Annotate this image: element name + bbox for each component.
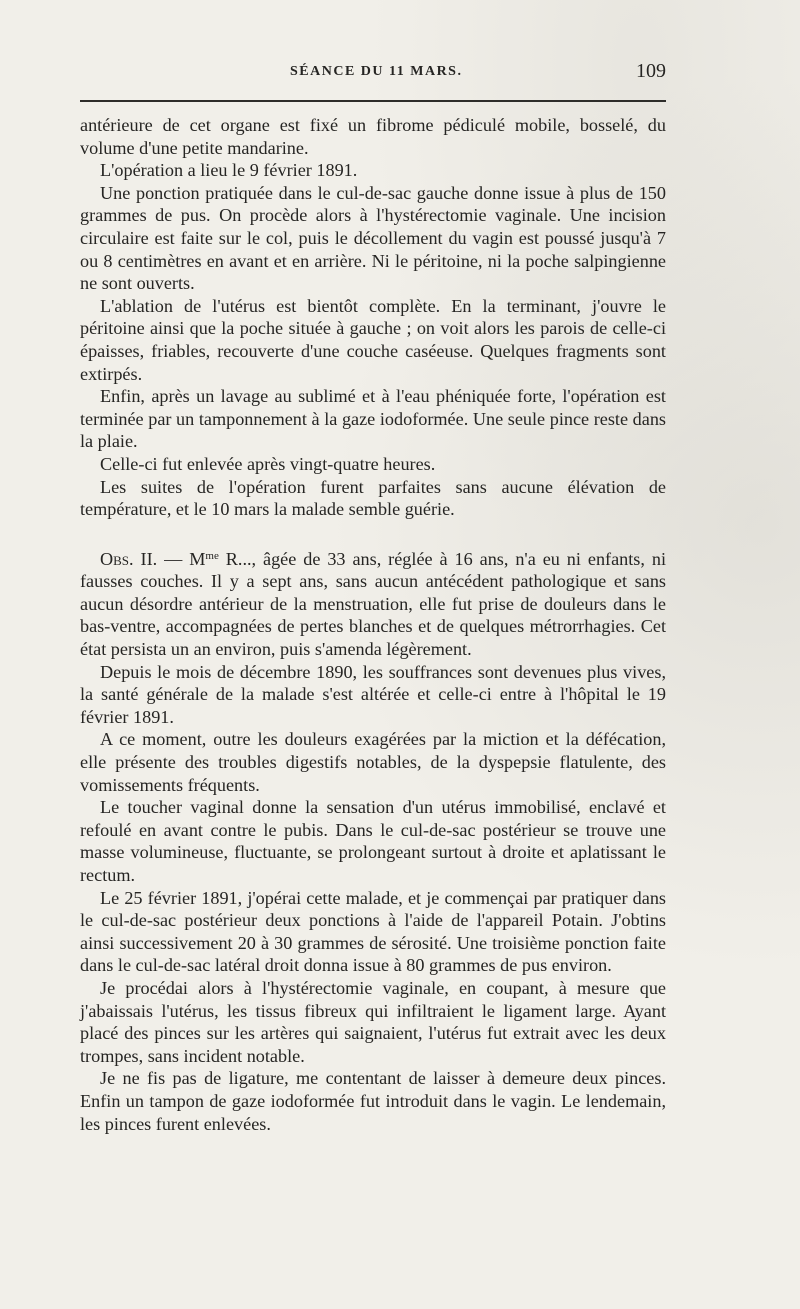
paragraph: Une ponction pratiquée dans le cul-de-sac gauche donne issue à plus de 150 grammes de pus. On procède alors à l'hystérectomie vaginale. Une incision circulaire est faite sur le col, puis le décollement du vagin est poussé jusqu'à 7 ou 8 centimètres en avant et en arrière. Ni le péritoine, ni la poche salpingienne ne sont ouverts. <box>80 182 666 294</box>
page-header <box>80 60 666 90</box>
paragraph: Depuis le mois de décembre 1890, les souffrances sont devenues plus vives, la santé générale de la malade s'est altérée et celle-ci entre à l'hôpital le 19 février 1891. <box>80 661 666 727</box>
observation-paragraph <box>80 545 666 661</box>
paragraph: Je procédai alors à l'hystérectomie vaginale, en coupant, à mesure que j'abaissais l'utérus, les tissus fibreux qui infiltraient le ligament large. Ayant placé des pinces sur les artères qui saignaient, l'utérus fut extrait avec les deux trompes, sans incident notable. <box>80 977 666 1066</box>
observation-dash: — <box>157 548 190 569</box>
paragraph: Enfin, après un lavage au sublimé et à l'eau phéniquée forte, l'opération est terminée par un tamponnement à la gaze iodoformée. Une seule pince reste dans la plaie. <box>80 386 666 452</box>
observation-label: Obs. II. <box>100 548 158 569</box>
paragraph: Le toucher vaginal donne la sensation d'un utérus immobilisé, enclavé et refoulé en avant contre le pubis. Dans le cul-de-sac postérieur se trouve une masse volumineuse, fluctuante, se prolongeant surtout à droite et aplatissant le rectum. <box>80 797 666 885</box>
observation-text: R..., âgée de 33 ans, réglée à 16 ans, n'a eu ni enfants, ni fausses couches. Il y a sept ans, sans aucun antécédent pathologique et sans aucun désordre antérieur de la menstruation, elle fut prise de douleurs dans le bas-ventre, accompagnées de pertes blanches et de quelques métrorrhagies. Cet état persista un an environ, puis s'amenda légèrement. <box>80 548 667 660</box>
paragraph: Les suites de l'opération furent parfaites sans aucune élévation de température, et le 10 mars la malade semble guérie. <box>80 476 666 520</box>
paragraph: L'ablation de l'utérus est bientôt complète. En la terminant, j'ouvre le péritoine ainsi que la poche située à gauche ; on voit alors les parois de celle-ci épaisses, friables, recouverte d'une couche caséeuse. Quelques fragments sont extirpés. <box>80 295 666 384</box>
paragraph: antérieure de cet organe est fixé un fibrome pédiculé mobile, bosselé, du volume d'une petite mandarine. <box>80 115 666 158</box>
paragraph: Le 25 février 1891, j'opérai cette malade, et je commençai par pratiquer dans le cul-de-sac postérieur deux ponctions à l'aide de l'appareil Potain. J'obtins ainsi successivement 20 à 30 grammes de sérosité. Une troisième ponction faite dans le cul-de-sac latéral droit donna issue à 80 grammes de pus environ. <box>80 887 666 976</box>
title-abbr: M <box>189 548 206 569</box>
body-text <box>80 114 666 1135</box>
paragraph: L'opération a lieu le 9 février 1891. <box>100 160 358 181</box>
section-gap <box>80 521 666 545</box>
paragraph: Celle-ci fut enlevée après vingt-quatre heures. <box>100 453 436 474</box>
title-superscript: me <box>205 549 219 562</box>
running-head: SÉANCE DU 11 MARS. <box>290 64 463 79</box>
paragraph: A ce moment, outre les douleurs exagérées par la miction et la défécation, elle présente des troubles digestifs notables, de la dyspepsie flatulente, des vomissements fréquents. <box>80 729 666 795</box>
paragraph: Je ne fis pas de ligature, me contentant de laisser à demeure deux pinces. Enfin un tampon de gaze iodoformée fut introduit dans le vagin. Le lendemain, les pinces furent enlevées. <box>80 1068 666 1134</box>
page-number: 109 <box>636 60 666 82</box>
header-rule <box>80 100 666 102</box>
